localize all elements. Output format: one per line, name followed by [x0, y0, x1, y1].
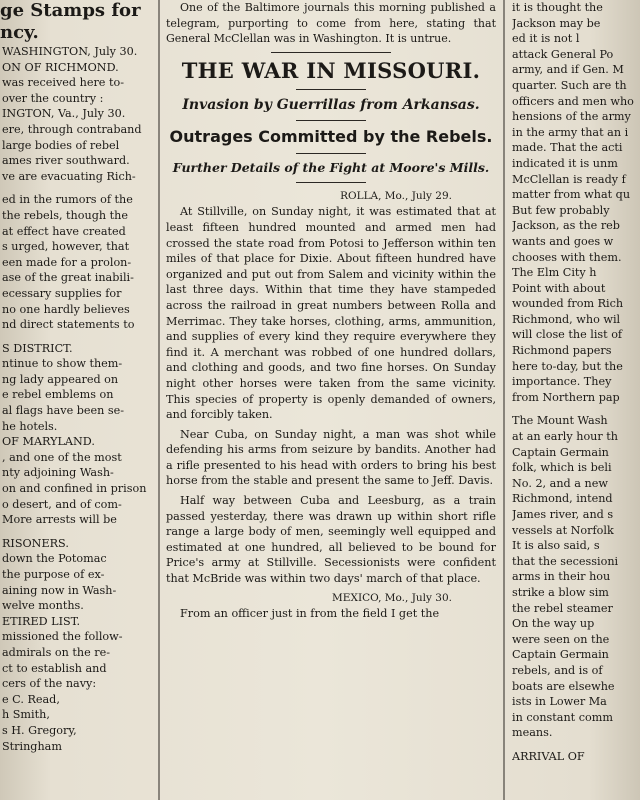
text-line: army, and if Gen. M — [512, 63, 624, 77]
divider — [296, 89, 366, 90]
text-line: ed it is not l — [512, 32, 580, 46]
text-line: But few probably — [512, 203, 610, 217]
text-line: the rebels, though the — [2, 208, 128, 222]
article-paragraph: Near Cuba, on Sunday night, a man was shot while defending his arms from seizure by bandits. Another had a rifle presented to his head with orders to bring his best horse from the stable and present the same to Jeff. Davis. — [166, 427, 496, 488]
text-line: ve are evacuating Rich- — [2, 169, 136, 183]
column-rule-right — [503, 0, 505, 800]
text-line: the rebel steamer — [512, 601, 613, 615]
text-line: chooses with them. — [512, 250, 622, 264]
text-line: ct to establish and — [2, 661, 107, 675]
text-line: here to-day, but the — [512, 359, 623, 373]
text-line: over the country : — [2, 91, 104, 105]
text-line: at effect have created — [2, 224, 126, 238]
intro-paragraph: One of the Baltimore journals this morning published a telegram, purporting to come from here, stating that General McClellan was in Washington. It is untrue. — [166, 1, 496, 46]
text-line: h Smith, — [2, 708, 50, 722]
text-line: ng lady appeared on — [2, 372, 119, 386]
divider — [271, 52, 391, 53]
text-line: vessels at Norfolk — [512, 523, 614, 537]
text-line: The Mount Wash — [512, 414, 608, 428]
article-paragraph: Half way between Cuba and Leesburg, as a train passed yesterday, there was drawn up within short rifle range a large body of men, seemingly well equipped and estimated at one hundred, all believed to be bound for Price's army at Stillville. Secessionists were confident that McBride was within two days' march of that place. — [166, 494, 496, 586]
left-headline-line: ncy. — [0, 22, 39, 43]
text-line: e rebel emblems on — [2, 388, 114, 402]
text-line: ON OF RICHMOND. — [2, 60, 119, 74]
text-line: ere, through contraband — [2, 122, 142, 136]
deck-1: Invasion by Guerrillas from Arkansas. — [182, 96, 480, 113]
text-line: was received here to- — [2, 76, 124, 90]
text-line: matter from what qu — [512, 188, 631, 202]
text-line: rebels, and is of — [512, 663, 603, 677]
main-headline: THE WAR IN MISSOURI. — [181, 57, 481, 83]
text-line: welve months. — [2, 599, 84, 613]
text-line: he hotels. — [2, 419, 58, 433]
text-line: from Northern pap — [512, 390, 620, 404]
text-line: More arrests will be — [2, 513, 117, 527]
text-line: James river, and s — [512, 508, 614, 521]
text-line: , and one of the most — [2, 450, 122, 464]
text-line: RISONERS. — [2, 536, 69, 550]
text-line: INGTON, Va., July 30. — [2, 107, 126, 121]
text-line: nd direct statements to — [2, 318, 135, 332]
text-line: the purpose of ex- — [2, 568, 105, 581]
text-line: ase of the great inabili- — [2, 271, 134, 285]
text-line: s urged, however, that — [2, 240, 130, 254]
spacer — [2, 184, 154, 192]
right-body — [512, 0, 640, 765]
text-line: large bodies of rebel — [2, 138, 120, 152]
text-line: at an early hour th — [512, 430, 618, 444]
text-line: missioned the follow- — [2, 630, 123, 644]
spacer — [2, 528, 154, 536]
right-column — [512, 0, 640, 800]
text-line: no one hardly believes — [2, 302, 130, 316]
text-line: were seen on the — [512, 632, 610, 646]
text-line: cers of the navy: — [2, 677, 97, 691]
divider — [296, 153, 366, 154]
spacer — [2, 333, 154, 341]
text-line: ists in Lower Ma — [512, 695, 607, 709]
text-line: in the army that an i — [512, 125, 629, 139]
text-line: Stringham — [2, 739, 62, 753]
text-line: Richmond papers — [512, 344, 612, 358]
text-line: that the secessioni — [512, 554, 619, 568]
text-line: Captain Germain — [512, 648, 609, 662]
text-line: It is also said, s — [512, 539, 600, 553]
text-line: importance. They — [512, 375, 612, 389]
divider — [296, 120, 366, 121]
text-line: nty adjoining Wash- — [2, 466, 114, 480]
text-line: The Elm City h — [512, 266, 597, 280]
text-line: ed in the rumors of the — [2, 193, 133, 207]
text-line: strike a blow sim — [512, 585, 609, 599]
text-line: Captain Germain — [512, 445, 609, 459]
deck-3: Further Details of the Fight at Moore's Mills. — [172, 159, 490, 175]
text-line: Jackson may be — [512, 16, 601, 30]
text-line: it is thought the — [512, 1, 603, 14]
text-line: admirals on the re- — [2, 645, 111, 659]
left-body — [2, 44, 154, 754]
text-line: OF MARYLAND. — [2, 435, 95, 449]
divider — [296, 182, 366, 183]
text-line: ARRIVAL OF — [512, 749, 585, 763]
text-line: made. That the acti — [512, 141, 623, 155]
text-line: quarter. Such are th — [512, 78, 627, 92]
text-line: No. 2, and a new — [512, 476, 608, 490]
text-line: McClellan is ready f — [512, 172, 626, 186]
article-paragraph: At Stillville, on Sunday night, it was estimated that at least fifteen hundred mounted and armed men had crossed the state road from Potosi to Jefferson within ten miles of that place for Dixie. About fifteen hundred have organized and put out from Salem and vicinity within the last three days. Within that time they have stampeded across the railroad in great numbers between Rolla and Merrimac. They take horses, clothing, arms, ammunition, and supplies of every kind they require everywhere they find it. A merchant was robbed of one hundred dollars, and clothing and goods, and two fine horses. On Sunday night other horses were taken from the same vicinity. This species of property is openly demanded of owners, and forcibly taken. — [166, 205, 496, 422]
text-line: ecessary supplies for — [2, 286, 122, 300]
text-line: wounded from Rich — [512, 297, 624, 311]
text-line: arms in their hou — [512, 570, 611, 584]
text-line: ETIRED LIST. — [2, 614, 81, 628]
text-line: Richmond, who wil — [512, 312, 621, 326]
text-line: ntinue to show them- — [2, 357, 123, 371]
text-line: in constant comm — [512, 710, 613, 724]
text-line: on and confined in prison — [2, 482, 147, 496]
text-line: al flags have been se- — [2, 404, 125, 418]
text-line: s H. Gregory, — [2, 723, 77, 737]
deck-2: Outrages Committed by the Rebels. — [169, 126, 493, 146]
left-column — [0, 0, 154, 800]
text-line: attack General Po — [512, 47, 614, 61]
text-line: will close the list of — [512, 328, 623, 342]
left-headline-line: ge Stamps for — [0, 0, 141, 21]
text-line: hensions of the army — [512, 110, 631, 124]
center-column — [166, 0, 496, 800]
text-line: officers and men who — [512, 94, 634, 108]
spacer — [512, 741, 640, 749]
text-line: means. — [512, 726, 553, 740]
text-line: wants and goes w — [512, 234, 614, 248]
text-line: Point with about — [512, 281, 606, 295]
text-line: e C. Read, — [2, 692, 60, 706]
text-line: Jackson, as the reb — [512, 219, 620, 233]
dateline-mexico: MEXICO, Mo., July 30. — [332, 591, 452, 604]
text-line: een made for a prolon- — [2, 255, 132, 269]
column-rule-left — [158, 0, 160, 800]
text-line: o desert, and of com- — [2, 497, 122, 511]
text-line: boats are elsewhe — [512, 679, 615, 693]
text-line: Richmond, intend — [512, 492, 613, 506]
text-line: On the way up — [512, 617, 595, 631]
article-paragraph: From an officer just in from the field I get the — [180, 607, 440, 621]
text-line: WASHINGTON, July 30. — [2, 45, 138, 58]
left-headline — [0, 0, 154, 44]
text-line: ames river southward. — [2, 154, 130, 168]
text-line: indicated it is unm — [512, 156, 618, 170]
text-line: S DISTRICT. — [2, 341, 73, 355]
dateline-rolla: ROLLA, Mo., July 29. — [340, 189, 452, 202]
text-line: aining now in Wash- — [2, 583, 117, 597]
text-line: folk, which is beli — [512, 461, 612, 475]
text-line: down the Potomac — [2, 552, 107, 566]
spacer — [512, 405, 640, 413]
